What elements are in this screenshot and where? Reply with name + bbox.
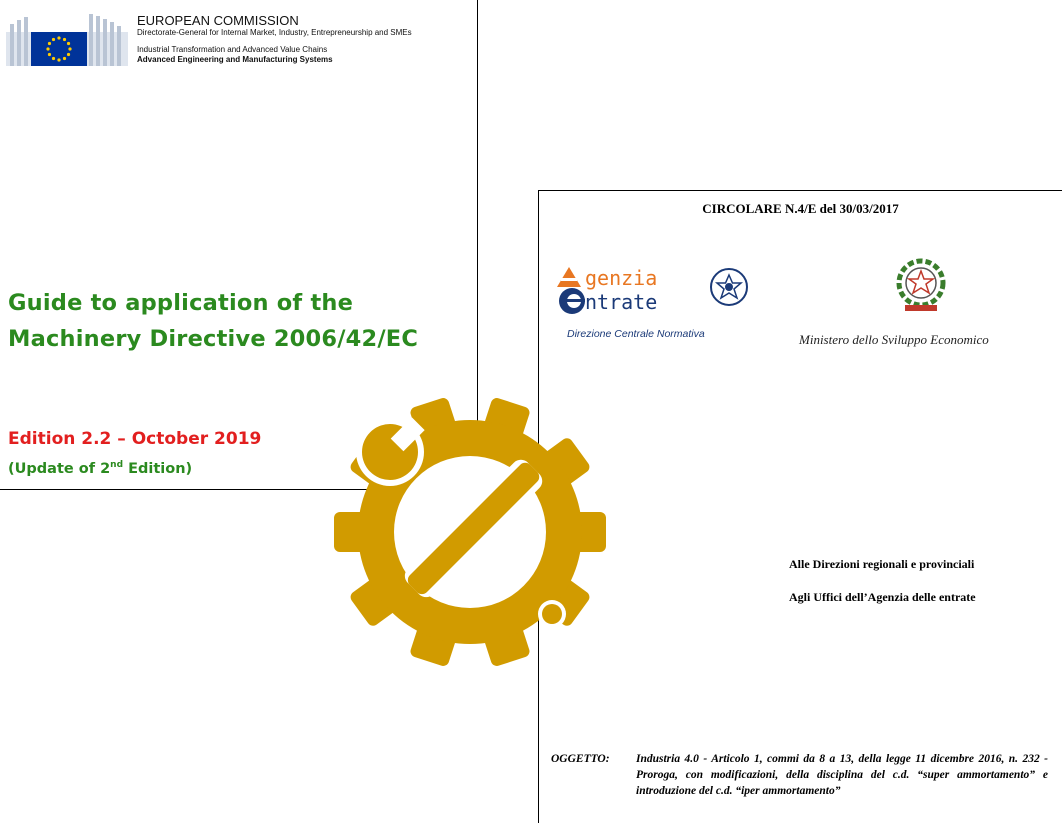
ec-org-name: EUROPEAN COMMISSION: [137, 13, 299, 28]
update-label: [8, 455, 192, 479]
eu-star: [63, 57, 66, 60]
eu-star: [46, 47, 49, 50]
ec-sub-unit: Advanced Engineering and Manufacturing Systems: [137, 55, 333, 64]
eu-star: [67, 53, 70, 56]
eu-star: [67, 42, 70, 45]
oggetto-text: Industria 4.0 - Articolo 1, commi da 8 a 13, della legge 11 dicembre 2016, n. 232 - Proroga, con modificazioni, della disciplina del c.d. “super ammortamento” e introduzione del c.d. “iper ammortamento”: [636, 753, 1048, 797]
update-superscript: nd: [110, 460, 124, 470]
circolare-header: CIRCOLARE N.4/E del 30/03/2017: [702, 201, 899, 216]
agenzia-word2: ntrate: [585, 290, 658, 314]
oggetto-label: OGGETTO:: [551, 753, 610, 765]
eu-flag-icon: [6, 10, 128, 66]
update-prefix: (Update of 2: [8, 460, 111, 477]
ec-unit: Industrial Transformation and Advanced Value Chains: [137, 45, 328, 54]
eu-star: [68, 47, 71, 50]
agenzia-entrate-logo-icon: [555, 265, 755, 315]
italian-republic-emblem-icon: [891, 255, 951, 315]
eu-star: [57, 36, 60, 39]
ec-organisation-block: [137, 13, 472, 65]
address-line-1: Alle Direzioni regionali e provinciali: [789, 557, 975, 571]
small-emblem-icon: [711, 269, 747, 305]
edition-label: Edition 2.2 – October 2019: [8, 429, 262, 449]
address-line-2: Agli Uffici dell’Agenzia delle entrate: [789, 590, 976, 604]
eu-star: [52, 57, 55, 60]
ministero-name: Ministero dello Sviluppo Economico: [799, 332, 989, 347]
eu-star: [48, 42, 51, 45]
gear-wrench-icon: [320, 382, 630, 682]
eu-star: [52, 38, 55, 41]
agenzia-direction: Direzione Centrale Normativa: [567, 328, 705, 340]
agenzia-word1: genzia: [585, 266, 658, 290]
eu-star: [63, 38, 66, 41]
guide-title-line2: Machinery Directive 2006/42/EC: [8, 326, 419, 352]
eu-star: [48, 53, 51, 56]
eu-star: [57, 58, 60, 61]
ec-directorate: Directorate-General for Internal Market, Industry, Entrepreneurship and SMEs: [137, 28, 412, 37]
update-suffix: Edition): [123, 460, 193, 477]
guide-title-line1: Guide to application of the: [8, 290, 354, 316]
guide-title: [8, 285, 473, 357]
